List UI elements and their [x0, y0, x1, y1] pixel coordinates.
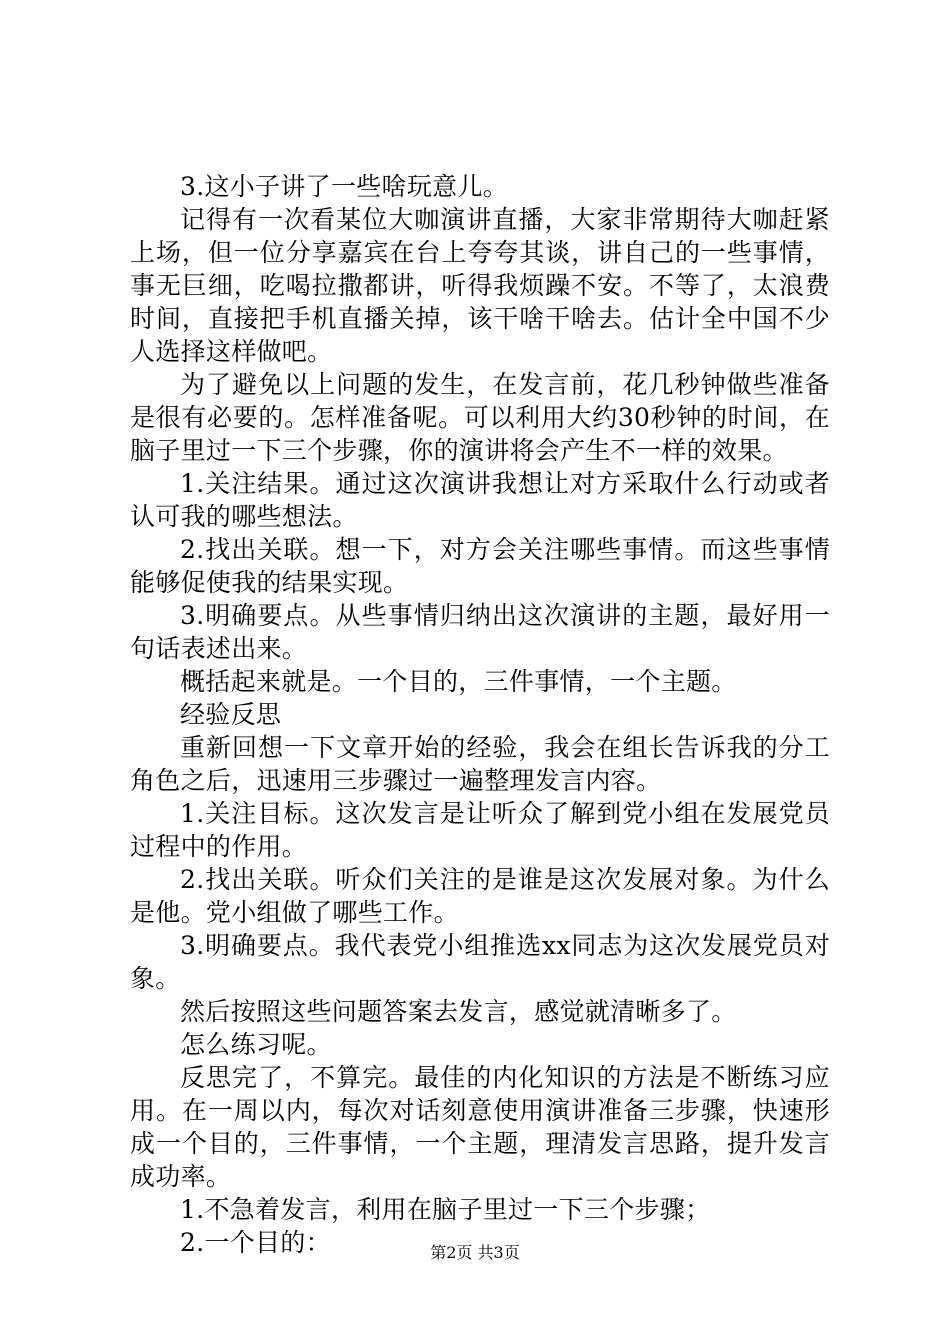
paragraph: 概括起来就是。一个目的，三件事情，一个主题。 [180, 667, 737, 696]
paragraph: 2.找出关联。听众们关注的是谁是这次发展对象。为什么是他。党小组做了哪些工作。 [130, 865, 830, 927]
page-number-label: 第2页 共3页 [430, 1243, 520, 1262]
paragraph: 1.关注目标。这次发言是让听众了解到党小组在发展党员过程中的作用。 [130, 799, 830, 861]
paragraph: 然后按照这些问题答案去发言，感觉就清晰多了。 [180, 997, 737, 1026]
paragraph: 记得有一次看某位大咖演讲直播，大家非常期待大咖赶紧上场，但一位分享嘉宾在台上夸夸其谈，讲自己的一些事情，事无巨细，吃喝拉撒都讲，听得我烦躁不安。不等了，太浪费时间，直接把手机直播关掉，该干啥干啥去。估计全中国不少人选择这样做吧。 [130, 205, 830, 366]
paragraph: 1.关注结果。通过这次演讲我想让对方采取什么行动或者认可我的哪些想法。 [130, 469, 830, 531]
paragraph: 3.这小子讲了一些啥玩意儿。 [180, 172, 509, 201]
document-body [130, 170, 830, 1259]
section-heading: 经验反思 [180, 700, 282, 729]
paragraph: 重新回想一下文章开始的经验，我会在组长告诉我的分工角色之后，迅速用三步骤过一遍整理发言内容。 [130, 733, 830, 795]
paragraph: 2.一个目的： [180, 1228, 331, 1257]
paragraph: 反思完了，不算完。最佳的内化知识的方法是不断练习应用。在一周以内，每次对话刻意使用演讲准备三步骤，快速形成一个目的，三件事情，一个主题，理清发言思路，提升发言成功率。 [130, 1063, 830, 1191]
paragraph: 1.不急着发言，利用在脑子里过一下三个步骤； [180, 1195, 711, 1224]
paragraph: 3.明确要点。我代表党小组推选xx同志为这次发展党员对象。 [130, 931, 830, 993]
paragraph: 2.找出关联。想一下，对方会关注哪些事情。而这些事情能够促使我的结果实现。 [130, 535, 830, 597]
section-heading: 怎么练习呢。 [180, 1030, 332, 1059]
paragraph: 为了避免以上问题的发生，在发言前，花几秒钟做些准备是很有必要的。怎样准备呢。可以利用大约30秒钟的时间，在脑子里过一下三个步骤，你的演讲将会产生不一样的效果。 [130, 370, 830, 465]
paragraph: 3.明确要点。从些事情归纳出这次演讲的主题，最好用一句话表述出来。 [130, 601, 830, 663]
page-footer [0, 1243, 950, 1263]
